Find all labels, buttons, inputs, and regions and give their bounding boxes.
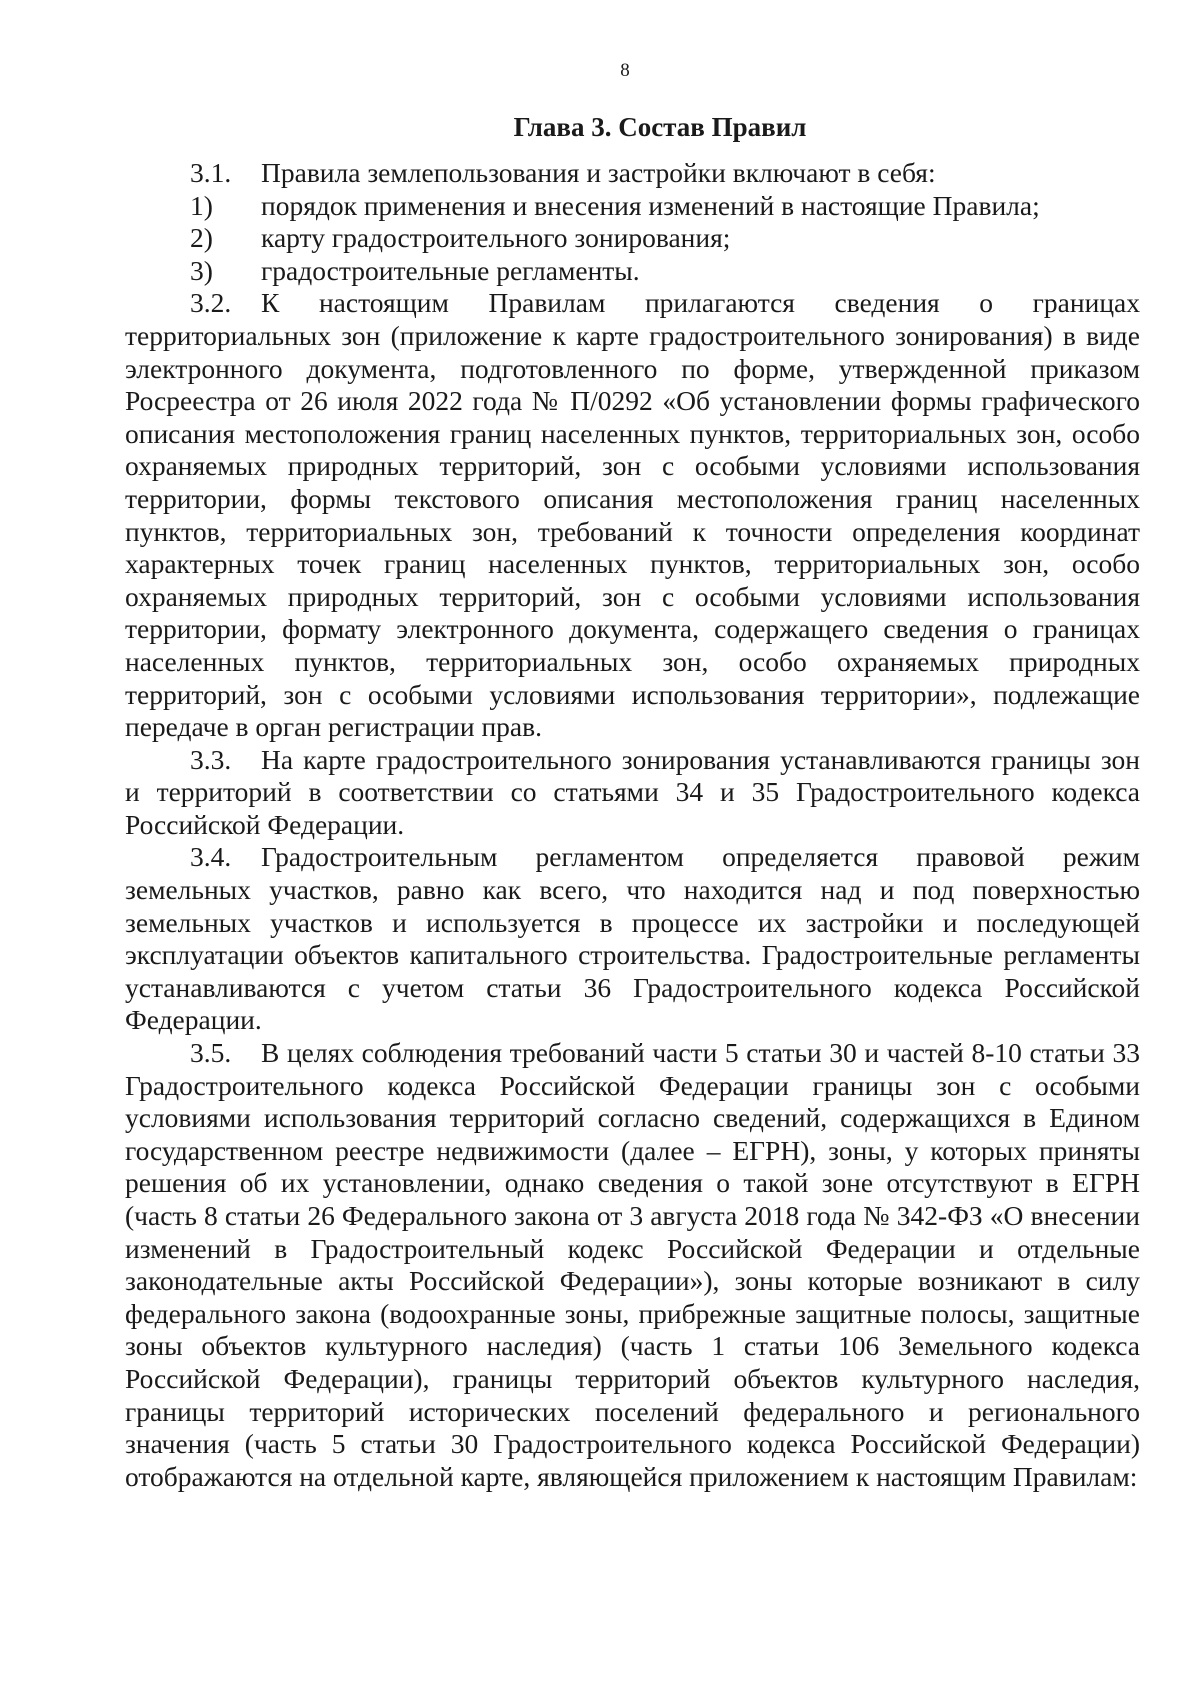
paragraph-3-3 — [125, 744, 1140, 842]
chapter-title: Глава 3. Состав Правил — [513, 112, 807, 142]
paragraph-3-2 — [125, 287, 1140, 743]
list-item-1 — [125, 190, 1140, 223]
list-item-text: градостроительные регламенты. — [261, 254, 640, 286]
paragraph-number: 3.1. — [190, 157, 232, 188]
paragraph-text: На карте градостроительного зонирования устанавливаются границы зон и территорий в соответствии со статьями 34 и 35 Градостроительного кодекса Российской Федерации. — [125, 743, 1140, 840]
paragraph-number: 3.3. — [190, 743, 232, 775]
list-item-number: 1) — [190, 189, 213, 221]
paragraph-number: 3.2. — [190, 287, 232, 319]
paragraph-number: 3.4. — [190, 841, 232, 873]
list-item-number: 3) — [190, 254, 213, 286]
paragraph-3-1 — [125, 157, 1140, 190]
list-item-2 — [125, 222, 1140, 255]
list-item-text: порядок применения и внесения изменений в настоящие Правила; — [261, 189, 1040, 221]
paragraph-text: Правила землепользования и застройки включают в себя: — [261, 157, 936, 188]
paragraph-text: В целях соблюдения требований части 5 статьи 30 и частей 8-10 статьи 33 Градостроительного кодекса Российской Федерации границы зон с особыми условиями использования территорий согласно сведений, содержащихся в Едином государственном реестре недвижимости (далее – ЕГРН), зоны, у которых приняты решения об их установлении, однако сведения о такой зоне отсутствуют в ЕГРН (часть 8 статьи 26 Федерального закона от 3 августа 2018 года № 342-ФЗ «О внесении изменений в Градостроительный кодекс Российской Федерации и отдельные законодательные акты Российской Федерации»), зоны которые возникают в силу федерального закона (водоохранные зоны, прибрежные защитные полосы, защитные зоны объектов культурного наследия) (часть 1 статьи 106 Земельного кодекса Российской Федерации), границы территорий объектов культурного наследия, границы территорий исторических поселений федерального и регионального значения (часть 5 статьи 30 Градостроительного кодекса Российской Федерации) отображаются на отдельной карте, являющейся приложением к настоящим Правилам: — [125, 1037, 1140, 1492]
paragraph-number: 3.5. — [190, 1037, 232, 1069]
paragraph-3-5 — [125, 1037, 1140, 1493]
paragraph-3-4 — [125, 841, 1140, 1037]
body-text — [125, 157, 1140, 1493]
paragraph-text: К настоящим Правилам прилагаются сведения о границах территориальных зон (приложение к карте градостроительного зонирования) в виде электронного документа, подготовленного по форме, утвержденной приказом Росреестра от 26 июля 2022 года № П/0292 «Об установлении формы графического описания местоположения границ населенных пунктов, территориальных зон, особо охраняемых природных территорий, зон с особыми условиями использования территории, формы текстового описания местоположения границ населенных пунктов, территориальных зон, требований к точности определения координат характерных точек границ населенных пунктов, территориальных зон, особо охраняемых природных территорий, зон с особыми условиями использования территории, формату электронного документа, содержащего сведения о границах населенных пунктов, территориальных зон, особо охраняемых природных территорий, зон с особыми условиями использования территории», подлежащие передаче в орган регистрации прав. — [125, 287, 1140, 743]
paragraph-text: Градостроительным регламентом определяется правовой режим земельных участков, равно как всего, что находится над и под поверхностью земельных участков и используется в процессе их застройки и последующей эксплуатации объектов капитального строительства. Градостроительные регламенты устанавливаются с учетом статьи 36 Градостроительного кодекса Российской Федерации. — [125, 841, 1140, 1036]
list-item-number: 2) — [190, 222, 213, 254]
page-number: 8 — [620, 60, 630, 81]
list-item-text: карту градостроительного зонирования; — [261, 222, 731, 254]
list-item-3 — [125, 255, 1140, 288]
